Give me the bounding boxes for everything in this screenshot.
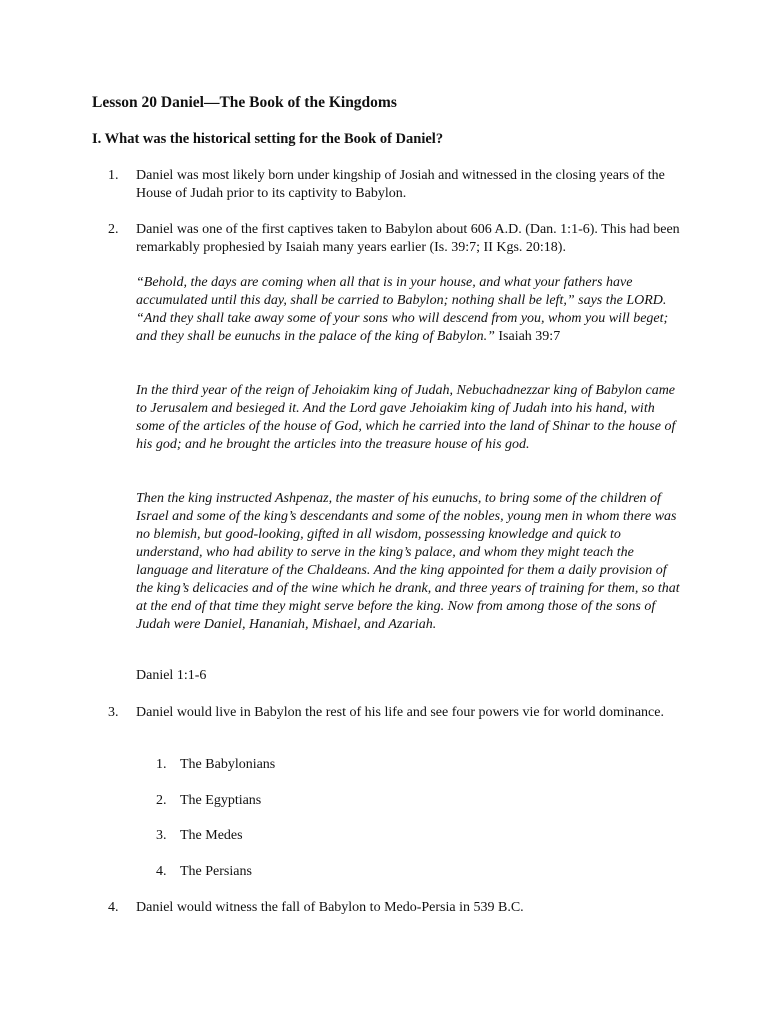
list-item-text: Daniel was one of the first captives taken to Babylon about 606 A.D. (Dan. 1:1-6). This had been remarkably prophesied by Isaiah many years earlier (Is. 39:7; II Kgs. 20:18).	[136, 222, 680, 255]
power-name: The Persians	[180, 864, 252, 879]
list-item-text: Daniel would witness the fall of Babylon to Medo-Persia in 539 B.C.	[136, 900, 524, 915]
isaiah-quote-text: “Behold, the days are coming when all that is in your house, and what your fathers have accumulated until this day, shall be carried to Babylon; nothing shall be left,” says the LORD. “And they shall take away some of your sons who will descend from you, whom you will beget; and they shall be eunuchs in the palace of the king of Babylon.”	[136, 275, 669, 344]
list-item-number: 4.	[108, 900, 119, 915]
list-item-text: Daniel was most likely born under kingship of Josiah and witnessed in the closing years of the House of Judah prior to its captivity to Babylon.	[136, 168, 665, 201]
list-item-text: Daniel would live in Babylon the rest of his life and see four powers vie for world dominance.	[136, 705, 664, 720]
power-number: 4.	[156, 864, 167, 879]
power-number: 2.	[156, 793, 167, 808]
isaiah-quote-reference: Isaiah 39:7	[498, 329, 561, 344]
power-name: The Babylonians	[180, 757, 276, 772]
lesson-title: Lesson 20 Daniel—The Book of the Kingdoms	[92, 94, 397, 111]
list-item-number: 3.	[108, 705, 119, 720]
list-item-number: 1.	[108, 168, 119, 183]
power-name: The Medes	[180, 828, 243, 843]
isaiah-quote	[136, 274, 684, 346]
power-number: 3.	[156, 828, 167, 843]
power-name: The Egyptians	[180, 793, 262, 808]
daniel-quote-1: In the third year of the reign of Jehoiakim king of Judah, Nebuchadnezzar king of Babylon came to Jerusalem and besieged it. And the Lord gave Jehoiakim king of Judah into his hand, with some of the articles of the house of God, which he carried into the land of Shinar to the house of his god; and he brought the articles into the treasure house of his god.	[136, 383, 676, 452]
section-heading: I. What was the historical setting for the Book of Daniel?	[92, 131, 444, 147]
daniel-reference: Daniel 1:1-6	[136, 668, 207, 683]
list-item-number: 2.	[108, 222, 119, 237]
daniel-quote-2: Then the king instructed Ashpenaz, the master of his eunuchs, to bring some of the children of Israel and some of the king’s descendants and some of the nobles, young men in whom there was no blemish, but good-looking, gifted in all wisdom, possessing knowledge and quick to understand, who had ability to serve in the king’s palace, and whom they might teach the language and literature of the Chaldeans. And the king appointed for them a daily provision of the king’s delicacies and of the wine which he drank, and three years of training for them, so that at the end of that time they might serve before the king. Now from among those of the sons of Judah were Daniel, Hananiah, Mishael, and Azariah.	[136, 491, 680, 632]
power-number: 1.	[156, 757, 167, 772]
